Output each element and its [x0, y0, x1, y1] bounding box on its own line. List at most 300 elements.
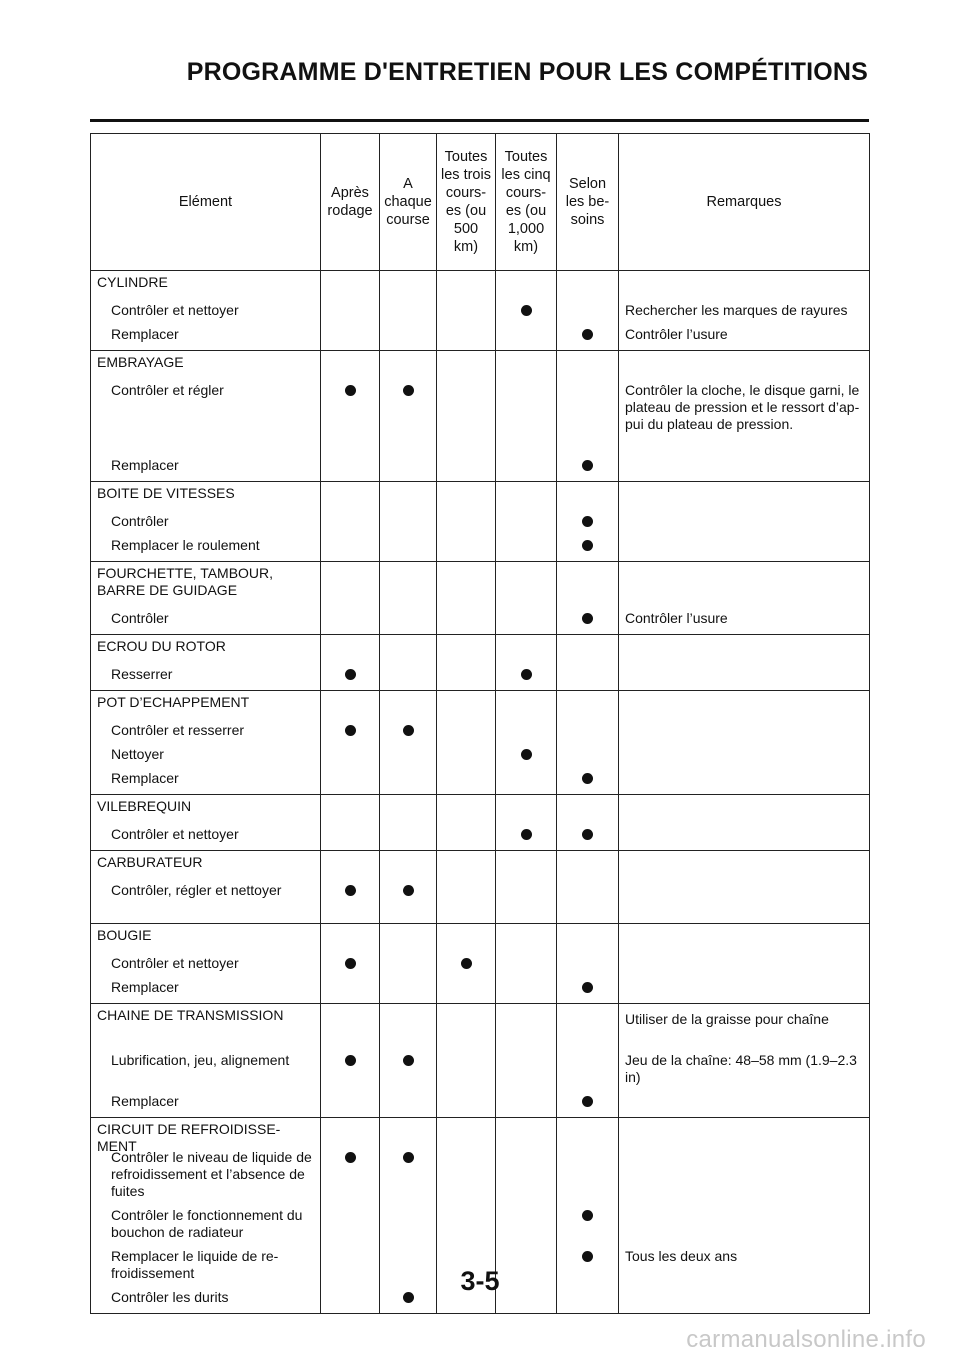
interval-mark-slot	[443, 975, 489, 999]
interval-cell	[321, 795, 380, 851]
interval-mark-slot	[563, 798, 612, 822]
interval-cell	[557, 1004, 619, 1118]
section-row	[91, 635, 870, 691]
bullet-mark-icon	[345, 725, 356, 736]
interval-mark-slot	[327, 951, 373, 975]
category-remark	[625, 565, 865, 606]
interval-cell	[557, 271, 619, 351]
bullet-mark-icon	[521, 829, 532, 840]
interval-mark-slot	[443, 718, 489, 742]
interval-mark-slot	[327, 606, 373, 630]
interval-cell	[496, 691, 557, 795]
category-label: CIRCUIT DE REFROIDISSE-MENT	[97, 1121, 281, 1154]
interval-mark-slot	[386, 298, 430, 322]
interval-mark-slot	[563, 662, 612, 686]
interval-cell	[321, 482, 380, 562]
bullet-mark-icon	[582, 329, 593, 340]
bullet-mark-icon	[345, 958, 356, 969]
interval-mark-slot	[327, 975, 373, 999]
item-label: Nettoyer	[111, 746, 164, 762]
interval-mark-slot	[386, 822, 430, 846]
interval-mark-slot	[563, 354, 612, 378]
interval-mark-slot	[443, 453, 489, 477]
interval-cell	[437, 562, 496, 635]
interval-mark-slot	[386, 485, 430, 509]
element-cell	[91, 851, 321, 924]
category-label: POT D’ECHAPPEMENT	[97, 694, 250, 710]
section-row	[91, 924, 870, 1004]
interval-mark-slot	[386, 854, 430, 878]
interval-cell	[380, 1004, 437, 1118]
item-label: Lubrification, jeu, alignement	[111, 1052, 290, 1068]
interval-cell	[496, 482, 557, 562]
interval-mark-slot	[563, 298, 612, 322]
interval-mark-slot	[563, 378, 612, 453]
item-label: Contrôler et resserrer	[111, 722, 245, 738]
item-remark	[625, 742, 865, 766]
interval-cell	[557, 795, 619, 851]
element-cell	[91, 924, 321, 1004]
section-row	[91, 562, 870, 635]
interval-mark-slot	[327, 1121, 373, 1145]
interval-mark-slot	[327, 878, 373, 919]
interval-cell	[321, 691, 380, 795]
item-remark: Rechercher les marques de rayures	[625, 302, 848, 318]
interval-cell	[496, 562, 557, 635]
interval-mark-slot	[563, 322, 612, 346]
category-label: CYLINDRE	[97, 274, 168, 290]
section-row	[91, 271, 870, 351]
interval-mark-slot	[386, 1121, 430, 1145]
interval-mark-slot	[563, 485, 612, 509]
maintenance-table	[90, 133, 870, 1314]
bullet-mark-icon	[521, 749, 532, 760]
interval-cell	[557, 351, 619, 482]
interval-mark-slot	[563, 1007, 612, 1048]
bullet-mark-icon	[582, 540, 593, 551]
element-cell	[91, 562, 321, 635]
bullet-mark-icon	[345, 1152, 356, 1163]
interval-mark-slot	[563, 533, 612, 557]
remarks-cell	[619, 795, 870, 851]
interval-mark-slot	[502, 1007, 550, 1048]
section-row	[91, 691, 870, 795]
item-label: Contrôler et régler	[111, 382, 224, 398]
item-label: Resserrer	[111, 666, 173, 682]
interval-mark-slot	[502, 354, 550, 378]
interval-mark-slot	[386, 766, 430, 790]
interval-mark-slot	[502, 1203, 550, 1244]
interval-cell	[437, 635, 496, 691]
bullet-mark-icon	[582, 1251, 593, 1262]
interval-cell	[496, 635, 557, 691]
interval-mark-slot	[327, 798, 373, 822]
element-cell	[91, 795, 321, 851]
interval-cell	[437, 1004, 496, 1118]
interval-mark-slot	[386, 274, 430, 298]
interval-cell	[496, 851, 557, 924]
item-remark	[625, 766, 865, 790]
interval-mark-slot	[563, 274, 612, 298]
interval-mark-slot	[386, 453, 430, 477]
interval-mark-slot	[327, 718, 373, 742]
item-remark	[625, 878, 865, 919]
remarks-cell	[619, 691, 870, 795]
bullet-mark-icon	[582, 1210, 593, 1221]
element-cell	[91, 351, 321, 482]
interval-mark-slot	[443, 298, 489, 322]
category-remark	[625, 854, 865, 878]
interval-mark-slot	[502, 798, 550, 822]
interval-mark-slot	[386, 878, 430, 919]
title-rule	[90, 119, 869, 122]
interval-mark-slot	[386, 606, 430, 630]
category-label: BOITE DE VITESSES	[97, 485, 235, 501]
item-label: Remplacer	[111, 326, 179, 342]
interval-mark-slot	[327, 354, 373, 378]
interval-mark-slot	[502, 927, 550, 951]
interval-mark-slot	[386, 533, 430, 557]
item-remark: Contrôler la cloche, le disque garni, le plateau de pression et le ressort d’ap-pui du plateau de pression.	[625, 382, 860, 432]
header-selon-besoins: Selon les be-soins	[557, 134, 619, 271]
interval-cell	[380, 691, 437, 795]
interval-mark-slot	[386, 694, 430, 718]
interval-cell	[557, 851, 619, 924]
interval-mark-slot	[502, 742, 550, 766]
interval-mark-slot	[502, 638, 550, 662]
item-label: Remplacer	[111, 770, 179, 786]
interval-cell	[496, 924, 557, 1004]
item-label: Remplacer le roulement	[111, 537, 260, 553]
category-label: BOUGIE	[97, 927, 152, 943]
section-row	[91, 795, 870, 851]
interval-cell	[321, 924, 380, 1004]
bullet-mark-icon	[582, 1096, 593, 1107]
interval-mark-slot	[386, 378, 430, 453]
bullet-mark-icon	[345, 885, 356, 896]
interval-mark-slot	[563, 638, 612, 662]
interval-mark-slot	[327, 485, 373, 509]
interval-mark-slot	[443, 766, 489, 790]
item-label: Remplacer	[111, 457, 179, 473]
item-label: Contrôler	[111, 610, 169, 626]
interval-mark-slot	[443, 1048, 489, 1089]
interval-cell	[380, 795, 437, 851]
remarks-cell	[619, 635, 870, 691]
interval-mark-slot	[327, 1145, 373, 1203]
interval-mark-slot	[563, 822, 612, 846]
category-remark	[625, 354, 865, 378]
header-row	[91, 134, 870, 271]
interval-mark-slot	[563, 975, 612, 999]
interval-mark-slot	[327, 322, 373, 346]
interval-mark-slot	[443, 1145, 489, 1203]
interval-cell	[321, 1004, 380, 1118]
interval-mark-slot	[563, 951, 612, 975]
interval-mark-slot	[502, 453, 550, 477]
interval-mark-slot	[502, 378, 550, 453]
interval-mark-slot	[327, 565, 373, 606]
interval-cell	[321, 351, 380, 482]
interval-cell	[321, 851, 380, 924]
item-label: Contrôler et nettoyer	[111, 955, 239, 971]
category-label: FOURCHETTE, TAMBOUR, BARRE DE GUIDAGE	[97, 565, 274, 598]
bullet-mark-icon	[403, 385, 414, 396]
interval-mark-slot	[327, 854, 373, 878]
interval-mark-slot	[386, 565, 430, 606]
header-apres-rodage: Après rodage	[321, 134, 380, 271]
interval-mark-slot	[563, 1089, 612, 1113]
interval-cell	[437, 271, 496, 351]
interval-mark-slot	[443, 322, 489, 346]
bullet-mark-icon	[403, 1152, 414, 1163]
interval-mark-slot	[443, 565, 489, 606]
interval-mark-slot	[563, 878, 612, 919]
interval-cell	[380, 635, 437, 691]
page-number: 3-5	[460, 1266, 500, 1296]
interval-mark-slot	[327, 453, 373, 477]
interval-mark-slot	[502, 1145, 550, 1203]
interval-mark-slot	[386, 1048, 430, 1089]
interval-mark-slot	[443, 1007, 489, 1048]
interval-mark-slot	[563, 718, 612, 742]
interval-mark-slot	[386, 742, 430, 766]
interval-cell	[496, 1004, 557, 1118]
interval-mark-slot	[386, 354, 430, 378]
interval-mark-slot	[443, 878, 489, 919]
interval-cell	[437, 351, 496, 482]
category-remark: Utiliser de la graisse pour chaîne	[625, 1011, 829, 1027]
bullet-mark-icon	[582, 773, 593, 784]
interval-mark-slot	[327, 927, 373, 951]
interval-mark-slot	[443, 274, 489, 298]
item-remark	[625, 822, 865, 846]
interval-mark-slot	[327, 509, 373, 533]
item-remark	[625, 453, 865, 477]
item-label: Remplacer le liquide de re-froidissement	[111, 1248, 279, 1281]
interval-mark-slot	[443, 1121, 489, 1145]
interval-mark-slot	[386, 638, 430, 662]
category-label: VILEBREQUIN	[97, 798, 192, 814]
interval-mark-slot	[563, 453, 612, 477]
interval-cell	[557, 562, 619, 635]
bullet-mark-icon	[403, 725, 414, 736]
header-element: Elément	[91, 134, 321, 271]
item-label: Contrôler	[111, 513, 169, 529]
interval-mark-slot	[502, 662, 550, 686]
category-remark	[625, 694, 865, 718]
interval-cell	[321, 562, 380, 635]
interval-mark-slot	[502, 878, 550, 919]
interval-mark-slot	[327, 274, 373, 298]
item-remark	[625, 951, 865, 975]
item-remark: Contrôler l’usure	[625, 326, 728, 342]
interval-mark-slot	[563, 854, 612, 878]
interval-cell	[380, 271, 437, 351]
interval-mark-slot	[327, 1007, 373, 1048]
interval-cell	[496, 271, 557, 351]
item-remark	[625, 1089, 865, 1113]
interval-mark-slot	[327, 298, 373, 322]
header-chaque-course: A chaque course	[380, 134, 437, 271]
interval-mark-slot	[443, 533, 489, 557]
interval-cell	[496, 795, 557, 851]
interval-mark-slot	[563, 509, 612, 533]
interval-cell	[321, 635, 380, 691]
interval-mark-slot	[327, 662, 373, 686]
interval-mark-slot	[502, 509, 550, 533]
item-label: Remplacer	[111, 979, 179, 995]
interval-mark-slot	[443, 798, 489, 822]
bullet-mark-icon	[521, 305, 532, 316]
interval-cell	[380, 482, 437, 562]
interval-cell	[437, 924, 496, 1004]
interval-cell	[380, 351, 437, 482]
interval-mark-slot	[327, 694, 373, 718]
remarks-cell	[619, 482, 870, 562]
interval-mark-slot	[327, 1048, 373, 1089]
remarks-cell	[619, 1004, 870, 1118]
interval-mark-slot	[502, 274, 550, 298]
item-label: Remplacer	[111, 1093, 179, 1109]
interval-mark-slot	[386, 927, 430, 951]
interval-mark-slot	[327, 533, 373, 557]
interval-mark-slot	[563, 927, 612, 951]
page-title: PROGRAMME D'ENTRETIEN POUR LES COMPÉTITIONS	[186, 58, 868, 86]
header-trois-courses: Toutes les trois cours-es (ou 500 km)	[437, 134, 496, 271]
interval-mark-slot	[502, 1048, 550, 1089]
interval-mark-slot	[502, 606, 550, 630]
interval-cell	[437, 851, 496, 924]
interval-cell	[557, 482, 619, 562]
interval-mark-slot	[386, 951, 430, 975]
category-remark	[625, 927, 865, 951]
item-label: Contrôler le fonctionnement du bouchon de radiateur	[111, 1207, 303, 1240]
interval-mark-slot	[327, 822, 373, 846]
category-remark	[625, 274, 865, 298]
interval-mark-slot	[443, 485, 489, 509]
interval-cell	[380, 924, 437, 1004]
item-remark	[625, 975, 865, 999]
interval-cell	[557, 635, 619, 691]
interval-mark-slot	[502, 298, 550, 322]
remarks-cell	[619, 271, 870, 351]
item-remark	[625, 718, 865, 742]
category-remark	[625, 638, 865, 662]
interval-mark-slot	[563, 694, 612, 718]
interval-mark-slot	[443, 927, 489, 951]
interval-mark-slot	[502, 694, 550, 718]
interval-mark-slot	[502, 1089, 550, 1113]
interval-mark-slot	[502, 951, 550, 975]
interval-mark-slot	[386, 322, 430, 346]
remarks-cell	[619, 351, 870, 482]
bullet-mark-icon	[521, 669, 532, 680]
item-label: Contrôler, régler et nettoyer	[111, 882, 282, 898]
interval-mark-slot	[443, 742, 489, 766]
interval-mark-slot	[502, 485, 550, 509]
interval-cell	[496, 351, 557, 482]
item-label: Contrôler les durits	[111, 1289, 229, 1305]
bullet-mark-icon	[582, 982, 593, 993]
item-remark: Tous les deux ans	[625, 1248, 738, 1264]
interval-cell	[380, 562, 437, 635]
interval-mark-slot	[502, 565, 550, 606]
interval-cell	[437, 482, 496, 562]
interval-cell	[557, 691, 619, 795]
bullet-mark-icon	[345, 385, 356, 396]
item-label: Contrôler le niveau de liquide de refroidissement et l’absence de fuites	[111, 1149, 312, 1199]
interval-mark-slot	[443, 662, 489, 686]
interval-mark-slot	[327, 766, 373, 790]
item-remark	[625, 1203, 865, 1244]
element-cell	[91, 691, 321, 795]
category-remark	[625, 798, 865, 822]
interval-mark-slot	[443, 694, 489, 718]
interval-cell	[437, 795, 496, 851]
interval-cell	[380, 851, 437, 924]
interval-mark-slot	[443, 1203, 489, 1244]
item-remark	[625, 1145, 865, 1203]
interval-mark-slot	[502, 322, 550, 346]
bullet-mark-icon	[403, 1055, 414, 1066]
item-label: Contrôler et nettoyer	[111, 302, 239, 318]
section-row	[91, 851, 870, 924]
interval-mark-slot	[443, 606, 489, 630]
item-remark: Jeu de la chaîne: 48–58 mm (1.9–2.3 in)	[625, 1052, 857, 1085]
interval-mark-slot	[386, 662, 430, 686]
interval-mark-slot	[443, 378, 489, 453]
watermark: carmanualsonline.info	[686, 1326, 926, 1353]
interval-mark-slot	[327, 742, 373, 766]
header-cinq-courses: Toutes les cinq cours-es (ou 1,000 km)	[496, 134, 557, 271]
remarks-cell	[619, 924, 870, 1004]
element-cell	[91, 635, 321, 691]
interval-mark-slot	[386, 509, 430, 533]
bullet-mark-icon	[582, 516, 593, 527]
interval-mark-slot	[327, 378, 373, 453]
interval-mark-slot	[502, 854, 550, 878]
interval-mark-slot	[502, 975, 550, 999]
interval-mark-slot	[443, 354, 489, 378]
remarks-cell	[619, 562, 870, 635]
item-remark: Contrôler l’usure	[625, 610, 728, 626]
item-label: Contrôler et nettoyer	[111, 826, 239, 842]
interval-mark-slot	[327, 1203, 373, 1244]
interval-mark-slot	[563, 742, 612, 766]
interval-mark-slot	[386, 1089, 430, 1113]
interval-mark-slot	[443, 822, 489, 846]
interval-cell	[557, 924, 619, 1004]
category-remark	[625, 485, 865, 509]
interval-mark-slot	[386, 718, 430, 742]
item-remark	[625, 533, 865, 557]
interval-mark-slot	[443, 509, 489, 533]
remarks-cell	[619, 851, 870, 924]
interval-mark-slot	[443, 1089, 489, 1113]
section-row	[91, 482, 870, 562]
interval-mark-slot	[327, 638, 373, 662]
interval-mark-slot	[502, 718, 550, 742]
bullet-mark-icon	[345, 669, 356, 680]
interval-mark-slot	[386, 1203, 430, 1244]
item-remark	[625, 509, 865, 533]
interval-mark-slot	[563, 606, 612, 630]
category-label: CARBURATEUR	[97, 854, 203, 870]
element-cell	[91, 482, 321, 562]
interval-cell	[437, 691, 496, 795]
interval-mark-slot	[563, 766, 612, 790]
